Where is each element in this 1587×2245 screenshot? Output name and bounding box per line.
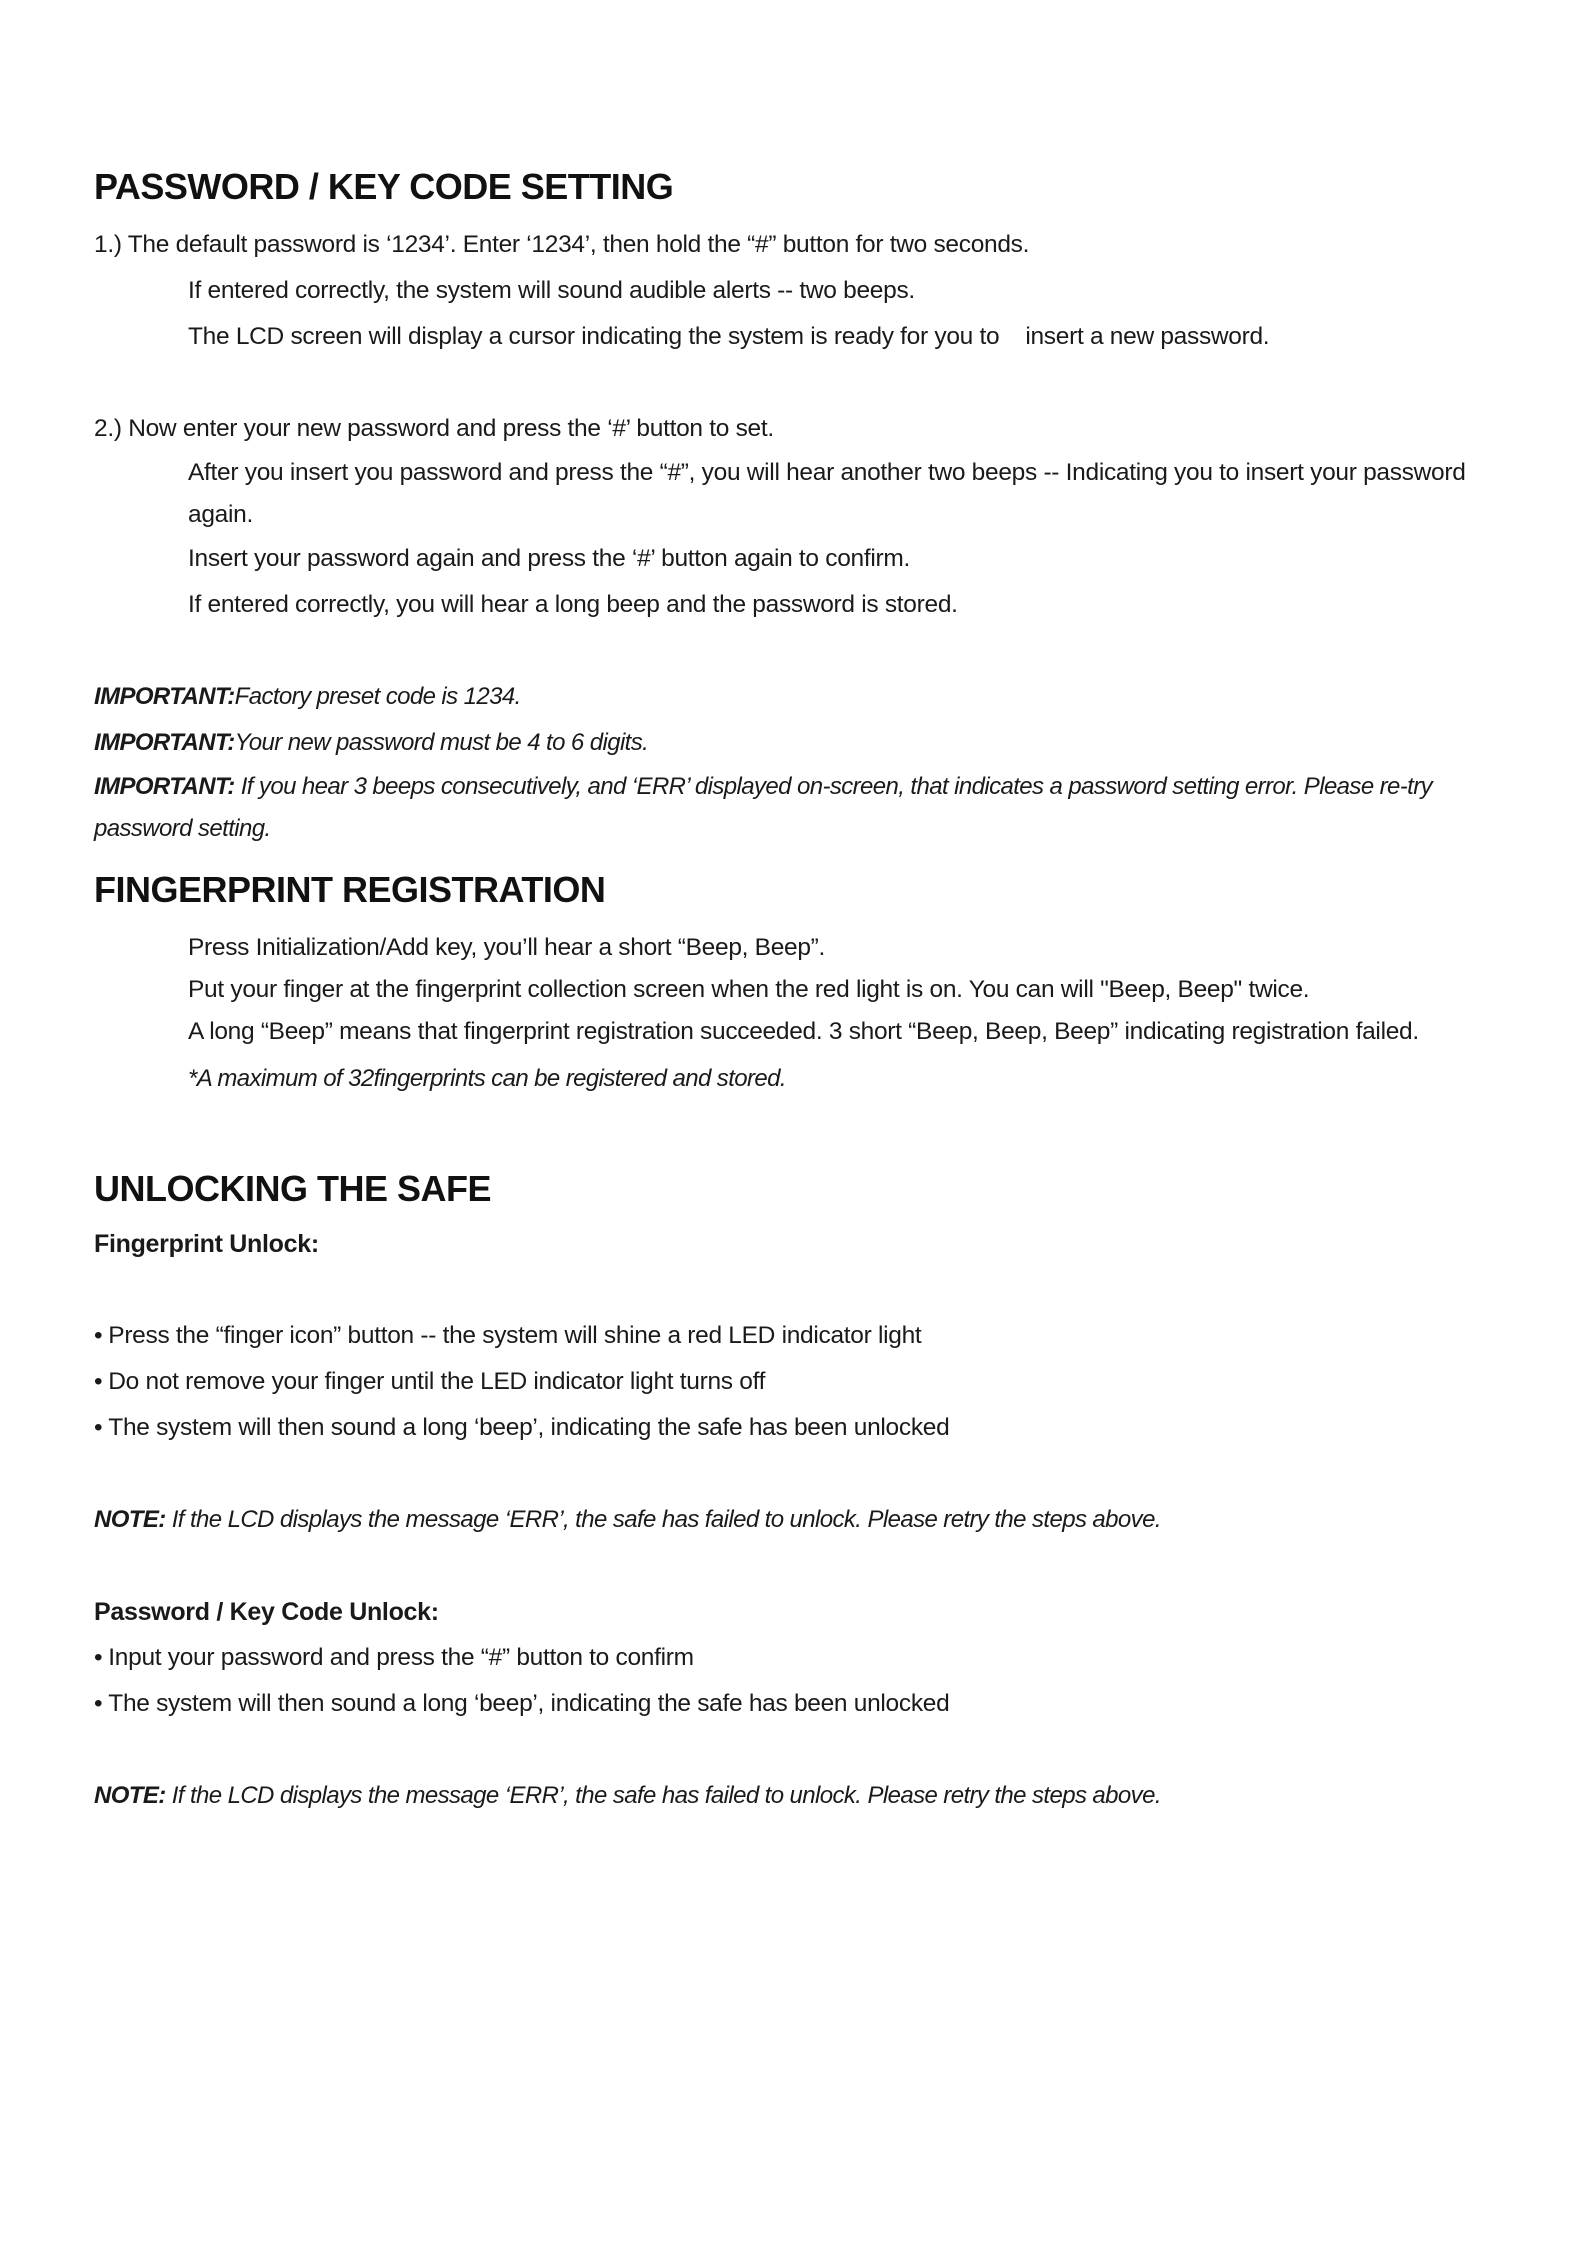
password-bullet-2: • The system will then sound a long ‘beep’, indicating the safe has been unlocked: [94, 1681, 1514, 1727]
important-text-1: Factory preset code is 1234.: [234, 683, 521, 711]
fingerprint-line-3: A long “Beep” means that fingerprint registration succeeded. 3 short “Beep, Beep, Beep” indicating registration failed.: [188, 1018, 1419, 1046]
step2-detail-b: Insert your password again and press the ‘#’ button again to confirm.: [188, 545, 910, 573]
note-text: If the LCD displays the message ‘ERR’, the safe has failed to unlock. Please retry the steps above.: [165, 1781, 1161, 1809]
fingerprint-line-2: Put your finger at the fingerprint collection screen when the red light is on. You can will "Beep, Beep" twice.: [188, 976, 1310, 1004]
fingerprint-unlock-note: [94, 1497, 1514, 1543]
important-text-3: If you hear 3 beeps consecutively, and ‘ERR’ displayed on-screen, that indicates a password setting error. Please re-try password setting.: [94, 773, 1433, 843]
important-label: IMPORTANT:: [94, 683, 235, 711]
note-label: NOTE:: [94, 1505, 166, 1533]
fingerprint-capacity-note: *A maximum of 32fingerprints can be registered and stored.: [188, 1065, 786, 1093]
step2-detail-c: If entered correctly, you will hear a long beep and the password is stored.: [188, 591, 958, 619]
fingerprint-line-1: Press Initialization/Add key, you’ll hear a short “Beep, Beep”.: [188, 934, 826, 962]
fingerprint-section-title: FINGERPRINT REGISTRATION: [94, 869, 606, 911]
fingerprint-bullet-1: • Press the “finger icon” button -- the system will shine a red LED indicator light: [94, 1313, 1514, 1359]
important-note-2: [94, 720, 1514, 766]
fingerprint-unlock-heading: Fingerprint Unlock:: [94, 1229, 319, 1258]
step1-detail-a: If entered correctly, the system will sound audible alerts -- two beeps.: [188, 277, 915, 305]
step1-detail-b: The LCD screen will display a cursor indicating the system is ready for you to insert a new password.: [188, 323, 1270, 351]
fingerprint-bullet-3: • The system will then sound a long ‘beep’, indicating the safe has been unlocked: [94, 1405, 1514, 1451]
password-unlock-note: [94, 1773, 1514, 1819]
important-text-2: Your new password must be 4 to 6 digits.: [234, 729, 649, 757]
important-note-1: [94, 674, 1514, 720]
fingerprint-bullet-2: • Do not remove your finger until the LED indicator light turns off: [94, 1359, 1514, 1405]
important-label: IMPORTANT:: [94, 773, 235, 801]
important-note-3: [94, 766, 1514, 850]
step1-text: 1.) The default password is ‘1234’. Enter ‘1234’, then hold the “#” button for two seconds.: [94, 231, 1030, 259]
unlock-section-title: UNLOCKING THE SAFE: [94, 1168, 492, 1210]
step2-detail-a: After you insert you password and press the “#”, you will hear another two beeps -- Indicating you to insert your password again.: [188, 459, 1466, 529]
step2-text: 2.) Now enter your new password and press the ‘#’ button to set.: [94, 415, 774, 443]
note-text: If the LCD displays the message ‘ERR’, the safe has failed to unlock. Please retry the steps above.: [165, 1505, 1161, 1533]
password-bullet-1: • Input your password and press the “#” button to confirm: [94, 1635, 1514, 1681]
note-label: NOTE:: [94, 1781, 166, 1809]
password-section-title: PASSWORD / KEY CODE SETTING: [94, 166, 674, 207]
password-unlock-heading: Password / Key Code Unlock:: [94, 1597, 439, 1626]
important-label: IMPORTANT:: [94, 729, 235, 757]
manual-page: [94, 165, 1514, 1819]
